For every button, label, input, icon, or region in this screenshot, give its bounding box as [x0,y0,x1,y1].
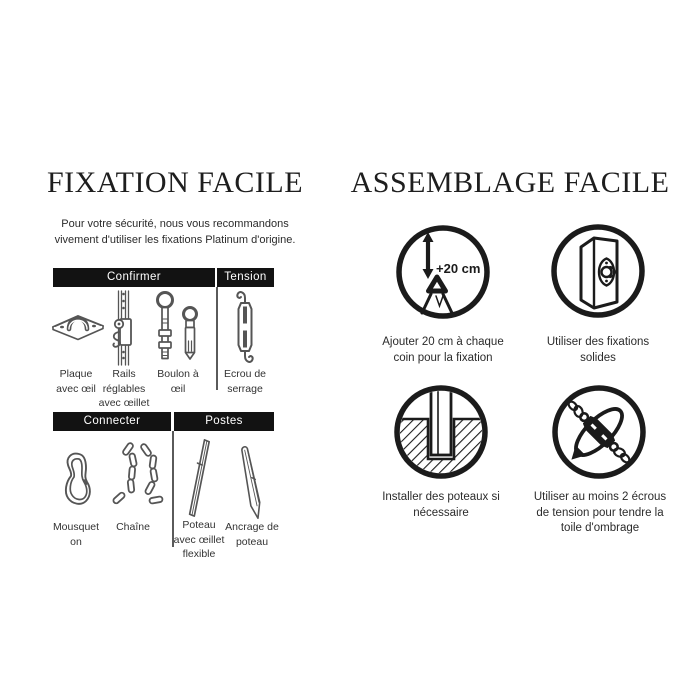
add-20cm-icon [393,222,493,322]
right-panel-title: ASSEMBLAGE FACILE [350,166,670,199]
safety-note [30,216,320,248]
item-label-rails: Rails réglables avec œillet [98,368,150,409]
flexible-pole-icon [181,438,215,518]
eye-bolt-icon [150,289,206,367]
step3-caption: Installer des poteaux si nécessaire [382,491,500,519]
badge-20cm: +20 cm [436,261,481,276]
eye-plate-icon [49,303,107,345]
step4-caption: Utiliser au moins 2 écrous de tension pour tendre la toile d'ombrage [533,491,667,534]
step2-caption: Utiliser des fixations solides [546,336,650,364]
left-panel-title: FIXATION FACILE [46,166,304,199]
header-connecter: Connecter [53,412,171,431]
step1-caption: Ajouter 20 cm à chaque coin pour la fixation [382,336,504,364]
adjustable-rail-icon [108,289,138,367]
header-confirmer: Confirmer [53,268,215,287]
tension-turnbuckle-icon [549,382,649,482]
header-postes: Postes [174,412,274,431]
safety-note-line1: Pour votre sécurité, nous vous recommandons [61,218,289,230]
pole-in-ground-icon [391,382,491,482]
item-label-ancrage: Ancrage de poteau [225,521,279,548]
item-label-ecrou: Ecrou de serrage [223,368,267,395]
item-label-chaine: Chaîne [116,521,150,533]
solid-fixing-icon [548,221,648,321]
chain-icon [103,441,167,511]
item-label-poteau: Poteau avec œillet flexible [173,519,225,560]
safety-note-line2: vivement d'utiliser les fixations Platinum d'origine. [54,234,296,246]
item-label-boulon: Boulon à œil [157,368,199,395]
item-label-plaque: Plaque avec œil [56,368,96,395]
turnbuckle-icon [230,287,260,369]
item-label-mousqueton: Mousquet on [52,521,100,548]
ground-anchor-icon [234,444,266,520]
header-tension: Tension [217,268,274,287]
confirm-tension-header [53,268,274,287]
connect-posts-header [53,412,274,431]
carabiner-icon [60,450,96,508]
